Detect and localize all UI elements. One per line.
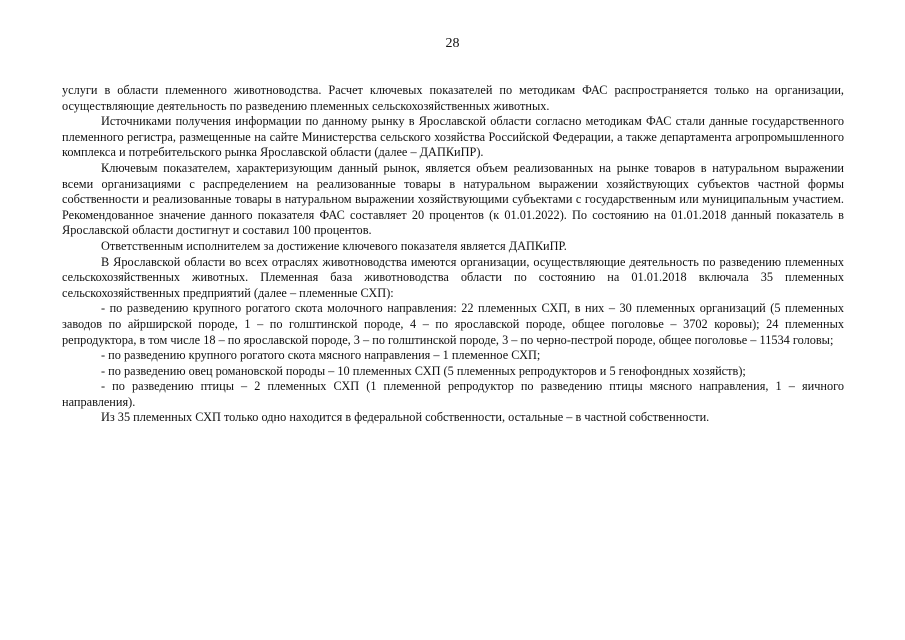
page-number: 28 xyxy=(445,36,460,51)
list-item-beef-cattle: - по разведению крупного рогатого скота мясного направления – 1 племенное СХП; xyxy=(101,348,541,363)
paragraph-ownership: Из 35 племенных СХП только одно находится в федеральной собственности, остальные – в частной собственности. xyxy=(101,410,710,425)
paragraph-breeding-base: В Ярославской области во всех отраслях животноводства имеются организации, осуществляющие деятельность по разведению племенных сельскохозяйственных животных. Племенная база животноводства области по состоянию на 01.01.2018 включала 35 племенных сельскохозяйственных предприятий (далее – племенные СХП): xyxy=(62,254,844,300)
paragraph-responsible-executor: Ответственным исполнителем за достижение ключевого показателя является ДАПКиПР. xyxy=(101,238,567,253)
paragraph-information-sources: Источниками получения информации по данному рынку в Ярославской области согласно методикам ФАС стали данные государственного племенного регистра, размещенные на сайте Министерства сельского хозяйства Российской Федерации, а также департамента агропромышленного комплекса и потребительского рынка Ярославской области (далее – ДАПКиПР). xyxy=(62,114,844,160)
paragraph-key-indicator: Ключевым показателем, характеризующим данный рынок, является объем реализованных на рынке товаров в натуральном выражении всеми организациями с распределением на реализованные товары в натуральном выражении хозяйствующих субъектов частной формы собственности и реализованные товары в натуральном выражении хозяйствующими субъектами с государственным или муниципальным участием. Рекомендованное значение данного показателя ФАС составляет 20 процентов (к 01.01.2022). По состоянию на 01.01.2018 данный показатель в Ярославской области достигнут и составил 100 процентов. xyxy=(62,160,844,238)
body-text xyxy=(62,83,844,426)
list-item-poultry: - по разведению птицы – 2 племенных СХП (1 племенной репродуктор по разведению птицы мясного направления, 1 – яичного направления). xyxy=(62,379,844,409)
list-item-romanov-sheep: - по разведению овец романовской породы – 10 племенных СХП (5 племенных репродукторов и 5 генофондных хозяйств); xyxy=(101,363,746,378)
paragraph-continuation: услуги в области племенного животноводства. Расчет ключевых показателей по методикам ФАС распространяется только на организации, осуществляющие деятельность по разведению племенных сельскохозяйственных животных. xyxy=(62,83,844,113)
list-item-dairy-cattle: - по разведению крупного рогатого скота молочного направления: 22 племенных СХП, в них – 30 племенных организаций (5 племенных заводов по айрширской породе, 1 – по голштинской породе, 4 – по ярославской породе, общее поголовье – 3702 коровы); 24 племенных репродуктора, в том числе 18 – по ярославской породе, 3 – по голштинской породе, 3 – по черно-пестрой породе, общее поголовье – 11534 головы; xyxy=(62,301,844,347)
